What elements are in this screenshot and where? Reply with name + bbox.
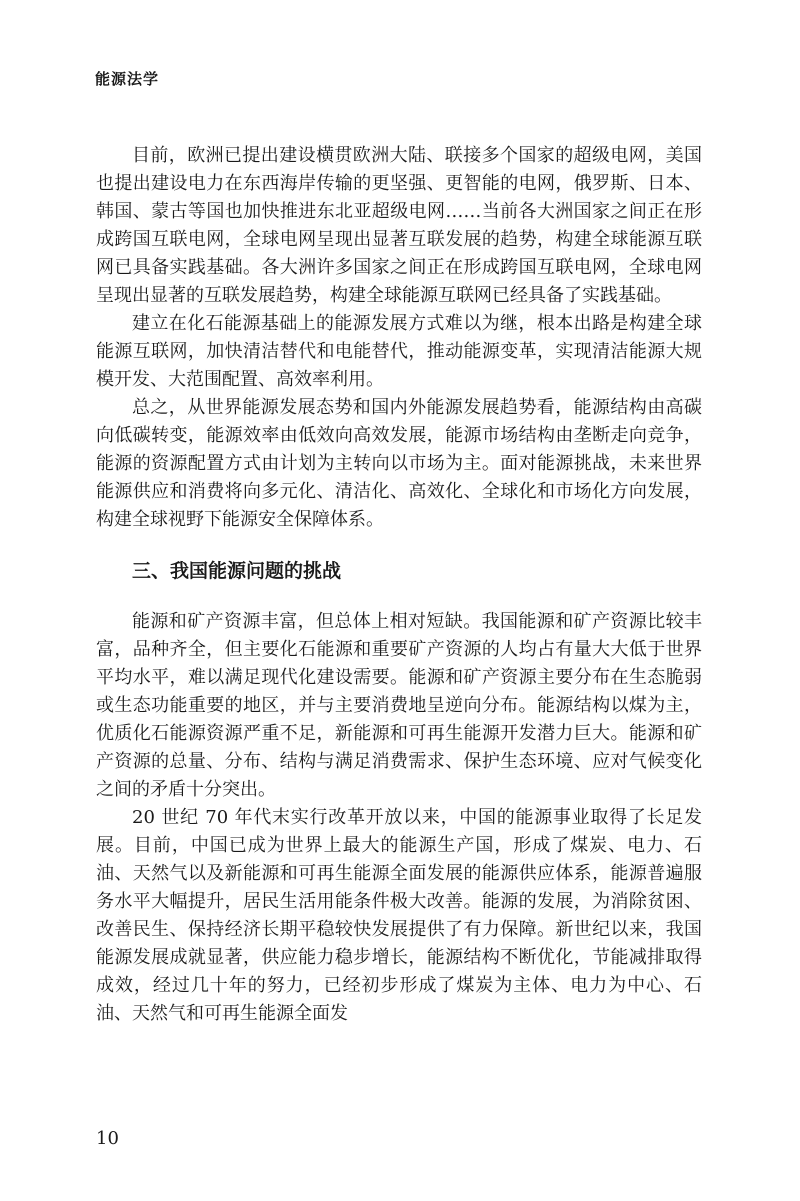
paragraph: 目前，欧洲已提出建设横贯欧洲大陆、联接多个国家的超级电网，美国也提出建设电力在东西海岸传输的更坚强、更智能的电网，俄罗斯、日本、韩国、蒙古等国也加快推进东北亚超级电网……当前各大洲国家之间正在形成跨国互联电网，全球电网呈现出显著互联发展的趋势，构建全球能源互联网已具备实践基础。各大洲许多国家之间正在形成跨国互联电网，全球电网呈现出显著的互联发展趋势，构建全球能源互联网已经具备了实践基础。: [96, 145, 702, 306]
paragraph: 建立在化石能源基础上的能源发展方式难以为继，根本出路是构建全球能源互联网，加快清洁替代和电能替代，推动能源变革，实现清洁能源大规模开发、大范围配置、高效率利用。: [96, 313, 702, 390]
paragraph: 总之，从世界能源发展态势和国内外能源发展趋势看，能源结构由高碳向低碳转变，能源效率由低效向高效发展，能源市场结构由垄断走向竞争，能源的资源配置方式由计划为主转向以市场为主。面对能源挑战，未来世界能源供应和消费将向多元化、清洁化、高效化、全球化和市场化方向发展，构建全球视野下能源安全保障体系。: [96, 397, 702, 530]
paragraph: 能源和矿产资源丰富，但总体上相对短缺。我国能源和矿产资源比较丰富，品种齐全，但主要化石能源和重要矿产资源的人均占有量大大低于世界平均水平，难以满足现代化建设需要。能源和矿产资源主要分布在生态脆弱或生态功能重要的地区，并与主要消费地呈逆向分布。能源结构以煤为主，优质化石能源资源严重不足，新能源和可再生能源开发潜力巨大。能源和矿产资源的总量、分布、结构与满足消费需求、保护生态环境、应对气候变化之间的矛盾十分突出。: [96, 611, 702, 800]
paragraph: 20 世纪 70 年代末实行改革开放以来，中国的能源事业取得了长足发展。目前，中国已成为世界上最大的能源生产国，形成了煤炭、电力、石油、天然气以及新能源和可再生能源全面发展的能源供应体系，能源普遍服务水平大幅提升，居民生活用能条件极大改善。能源的发展，为消除贫困、改善民生、保持经济长期平稳较快发展提供了有力保障。新世纪以来，我国能源发展成就显著，供应能力稳步增长，能源结构不断优化，节能减排取得成效，经过几十年的努力，已经初步形成了煤炭为主体、电力为中心、石油、天然气和可再生能源全面发: [96, 807, 702, 1024]
page-number: 10: [96, 1128, 119, 1149]
body-text: [96, 142, 702, 1028]
running-header: 能源法学: [95, 70, 160, 88]
section-heading: 三、我国能源问题的挑战: [132, 560, 342, 582]
